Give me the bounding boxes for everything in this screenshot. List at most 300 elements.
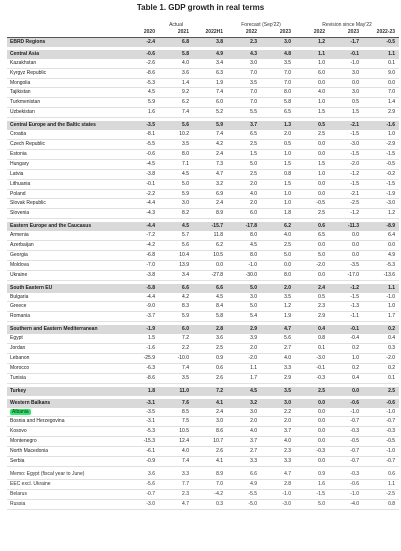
value-cell: -0.7 bbox=[363, 457, 399, 467]
column-header-row bbox=[7, 28, 399, 37]
value-cell: 4.7 bbox=[159, 499, 193, 509]
row-label bbox=[7, 88, 125, 98]
value-cell: -1.2 bbox=[329, 284, 363, 293]
group-header-row bbox=[7, 15, 399, 28]
value-cell: -1.2 bbox=[329, 209, 363, 219]
value-cell: -1.3 bbox=[329, 302, 363, 312]
value-cell: -8.9 bbox=[363, 222, 399, 231]
row-label bbox=[7, 241, 125, 251]
value-cell: -4.4 bbox=[125, 199, 159, 209]
row-label bbox=[7, 470, 125, 479]
label-text: Memo: Egypt (fiscal year to June) bbox=[10, 470, 85, 477]
value-cell: 6.2 bbox=[159, 98, 193, 108]
label-text: Jordan bbox=[10, 345, 26, 352]
row-label bbox=[7, 427, 125, 437]
region-row bbox=[7, 37, 399, 46]
header-blank bbox=[7, 28, 125, 37]
value-cell: 1.1 bbox=[363, 284, 399, 293]
value-cell: 0.0 bbox=[363, 241, 399, 251]
value-cell: -7.0 bbox=[125, 260, 159, 270]
value-cell: -5.3 bbox=[363, 260, 399, 270]
value-cell: 3.8 bbox=[193, 37, 227, 46]
value-cell: 7.0 bbox=[261, 78, 295, 88]
value-cell: 2.6 bbox=[193, 447, 227, 457]
value-cell: 4.5 bbox=[125, 88, 159, 98]
row-label bbox=[7, 344, 125, 354]
value-cell: 3.5 bbox=[261, 387, 295, 396]
value-cell: -8.1 bbox=[125, 130, 159, 139]
value-cell: 0.0 bbox=[329, 387, 363, 396]
value-cell: 6.5 bbox=[227, 130, 261, 139]
row-label bbox=[7, 139, 125, 149]
value-cell: 0.0 bbox=[329, 231, 363, 240]
label-text: Czech Republic bbox=[10, 140, 46, 147]
value-cell: -2.5 bbox=[363, 489, 399, 499]
value-cell: 1.0 bbox=[261, 189, 295, 199]
country-row bbox=[7, 363, 399, 373]
value-cell: 0.6 bbox=[295, 222, 329, 231]
value-cell: 3.6 bbox=[125, 470, 159, 479]
value-cell: -0.6 bbox=[125, 50, 159, 59]
header-spacer bbox=[7, 15, 125, 28]
value-cell: -1.9 bbox=[363, 189, 399, 199]
value-cell: 7.4 bbox=[159, 363, 193, 373]
value-cell: 8.0 bbox=[159, 149, 193, 159]
value-cell: 9.0 bbox=[363, 68, 399, 78]
row-label bbox=[7, 334, 125, 343]
country-row bbox=[7, 159, 399, 169]
value-cell: -2.9 bbox=[363, 139, 399, 149]
value-cell: -8.6 bbox=[125, 373, 159, 383]
row-label bbox=[7, 447, 125, 457]
value-cell: 3.0 bbox=[227, 408, 261, 417]
value-cell: 0.0 bbox=[295, 241, 329, 251]
value-cell: 3.0 bbox=[227, 293, 261, 302]
value-cell: 2.4 bbox=[193, 149, 227, 159]
value-cell: -1.7 bbox=[329, 37, 363, 46]
value-cell: -30.0 bbox=[227, 270, 261, 280]
value-cell: 0.0 bbox=[295, 270, 329, 280]
value-cell: 0.6 bbox=[193, 363, 227, 373]
row-label bbox=[7, 373, 125, 383]
row-label bbox=[7, 250, 125, 260]
value-cell: 0.0 bbox=[363, 78, 399, 88]
value-cell: 0.2 bbox=[363, 363, 399, 373]
value-cell: 5.0 bbox=[295, 499, 329, 509]
label-text: Russia bbox=[10, 500, 26, 507]
row-label bbox=[7, 159, 125, 169]
value-cell: 0.0 bbox=[193, 260, 227, 270]
value-cell: 4.0 bbox=[295, 88, 329, 98]
value-cell: 3.7 bbox=[227, 437, 261, 447]
value-cell: 2.5 bbox=[295, 387, 329, 396]
value-cell: 0.0 bbox=[295, 189, 329, 199]
value-cell: 7.6 bbox=[159, 399, 193, 408]
value-cell: 6.9 bbox=[193, 189, 227, 199]
value-cell: 7.4 bbox=[193, 88, 227, 98]
label-text: Serbia bbox=[10, 458, 25, 465]
country-row bbox=[7, 408, 399, 417]
row-label bbox=[7, 499, 125, 509]
value-cell: 2.7 bbox=[261, 344, 295, 354]
value-cell: 6.6 bbox=[159, 284, 193, 293]
value-cell: 3.3 bbox=[261, 363, 295, 373]
row-label bbox=[7, 437, 125, 447]
value-cell: -27.8 bbox=[193, 270, 227, 280]
value-cell: 4.3 bbox=[227, 50, 261, 59]
value-cell: -0.5 bbox=[329, 437, 363, 447]
value-cell: -3.8 bbox=[125, 169, 159, 179]
value-cell: 0.2 bbox=[329, 344, 363, 354]
value-cell: 4.9 bbox=[363, 250, 399, 260]
value-cell: 0.3 bbox=[363, 344, 399, 354]
header-revision: Revision since May'22 bbox=[322, 22, 372, 28]
country-row bbox=[7, 88, 399, 98]
value-cell: 4.2 bbox=[159, 293, 193, 302]
value-cell: 2.5 bbox=[363, 387, 399, 396]
value-cell: 7.7 bbox=[159, 479, 193, 489]
value-cell: 5.6 bbox=[159, 241, 193, 251]
country-row bbox=[7, 130, 399, 139]
country-row bbox=[7, 179, 399, 189]
value-cell: 5.0 bbox=[159, 179, 193, 189]
value-cell: 0.5 bbox=[295, 293, 329, 302]
col-header: 2022-23 bbox=[363, 28, 399, 37]
value-cell: 0.5 bbox=[295, 121, 329, 130]
row-label bbox=[7, 408, 125, 417]
value-cell: -4.4 bbox=[125, 222, 159, 231]
row-label bbox=[7, 189, 125, 199]
value-cell: 2.0 bbox=[261, 417, 295, 427]
value-cell: 1.4 bbox=[363, 98, 399, 108]
value-cell: 6.0 bbox=[193, 98, 227, 108]
row-label bbox=[7, 199, 125, 209]
value-cell: -2.5 bbox=[329, 199, 363, 209]
value-cell: -3.1 bbox=[125, 399, 159, 408]
value-cell: 7.0 bbox=[227, 68, 261, 78]
label-text: Montenegro bbox=[10, 438, 37, 445]
value-cell: 8.0 bbox=[227, 231, 261, 240]
value-cell: 0.0 bbox=[295, 399, 329, 408]
value-cell: 2.0 bbox=[261, 130, 295, 139]
value-cell: 2.4 bbox=[193, 408, 227, 417]
value-cell: 6.4 bbox=[363, 231, 399, 240]
value-cell: 5.4 bbox=[227, 312, 261, 322]
value-cell: 8.4 bbox=[193, 302, 227, 312]
value-cell: 1.6 bbox=[295, 479, 329, 489]
label-text: Tunisia bbox=[10, 374, 26, 381]
value-cell: 5.0 bbox=[261, 250, 295, 260]
label-text: Belarus bbox=[10, 490, 27, 497]
value-cell: 4.0 bbox=[227, 427, 261, 437]
value-cell: -1.5 bbox=[295, 489, 329, 499]
value-cell: 0.0 bbox=[295, 427, 329, 437]
memo-row bbox=[7, 499, 399, 509]
country-row bbox=[7, 108, 399, 118]
value-cell: 0.5 bbox=[329, 98, 363, 108]
value-cell: 3.5 bbox=[159, 373, 193, 383]
value-cell: 3.6 bbox=[159, 68, 193, 78]
value-cell: -6.1 bbox=[125, 447, 159, 457]
value-cell: -2.0 bbox=[329, 159, 363, 169]
value-cell: 5.8 bbox=[159, 50, 193, 59]
value-cell: 5.0 bbox=[227, 284, 261, 293]
country-row bbox=[7, 293, 399, 302]
col-header: 2023 bbox=[261, 28, 295, 37]
country-row bbox=[7, 312, 399, 322]
label-text: Latvia bbox=[10, 170, 24, 177]
value-cell: -3.0 bbox=[295, 354, 329, 364]
value-cell: 0.0 bbox=[295, 417, 329, 427]
value-cell: 6.0 bbox=[159, 325, 193, 334]
country-row bbox=[7, 270, 399, 280]
value-cell: -0.3 bbox=[363, 427, 399, 437]
value-cell: 3.9 bbox=[227, 334, 261, 343]
value-cell: 1.9 bbox=[193, 78, 227, 88]
value-cell: -4.0 bbox=[329, 499, 363, 509]
label-text: Greece bbox=[10, 303, 27, 310]
value-cell: 7.3 bbox=[193, 159, 227, 169]
value-cell: -1.2 bbox=[329, 169, 363, 179]
value-cell: 3.0 bbox=[159, 199, 193, 209]
row-label bbox=[7, 457, 125, 467]
memo-row bbox=[7, 489, 399, 499]
value-cell: 0.4 bbox=[363, 334, 399, 343]
value-cell: 0.0 bbox=[329, 78, 363, 88]
value-cell: 7.0 bbox=[227, 98, 261, 108]
region-row bbox=[7, 121, 399, 130]
value-cell: -6.8 bbox=[125, 250, 159, 260]
value-cell: -1.0 bbox=[329, 489, 363, 499]
value-cell: -5.8 bbox=[125, 284, 159, 293]
label-text: Bulgaria bbox=[10, 293, 29, 300]
value-cell: 8.5 bbox=[159, 408, 193, 417]
value-cell: 1.3 bbox=[261, 121, 295, 130]
label-text: Egypt bbox=[10, 335, 23, 342]
value-cell: -1.0 bbox=[363, 293, 399, 302]
value-cell: 4.1 bbox=[193, 399, 227, 408]
value-cell: 10.7 bbox=[193, 437, 227, 447]
country-row bbox=[7, 334, 399, 343]
value-cell: 3.0 bbox=[329, 88, 363, 98]
value-cell: 0.8 bbox=[363, 499, 399, 509]
country-row bbox=[7, 241, 399, 251]
value-cell: -0.5 bbox=[363, 159, 399, 169]
value-cell: 4.5 bbox=[193, 293, 227, 302]
value-cell: 12.4 bbox=[159, 437, 193, 447]
value-cell: -5.0 bbox=[227, 499, 261, 509]
value-cell: 1.0 bbox=[295, 59, 329, 68]
value-cell: 4.0 bbox=[261, 437, 295, 447]
value-cell: 10.5 bbox=[159, 427, 193, 437]
label-text: Bosnia and Herzegovina bbox=[10, 418, 65, 425]
value-cell: -0.6 bbox=[329, 479, 363, 489]
region-row bbox=[7, 284, 399, 293]
value-cell: 4.0 bbox=[227, 189, 261, 199]
value-cell: 0.0 bbox=[329, 250, 363, 260]
value-cell: -0.7 bbox=[329, 447, 363, 457]
label-text: Mongolia bbox=[10, 79, 31, 86]
value-cell: 0.0 bbox=[295, 149, 329, 159]
value-cell: 8.0 bbox=[227, 250, 261, 260]
value-cell: -0.1 bbox=[125, 179, 159, 189]
value-cell: 3.0 bbox=[261, 399, 295, 408]
value-cell: 4.0 bbox=[261, 354, 295, 364]
row-label bbox=[7, 59, 125, 68]
value-cell: 1.5 bbox=[227, 149, 261, 159]
value-cell: 2.5 bbox=[227, 139, 261, 149]
value-cell: 2.0 bbox=[227, 179, 261, 189]
value-cell: 2.0 bbox=[227, 417, 261, 427]
row-label bbox=[7, 222, 125, 231]
value-cell: 5.8 bbox=[261, 98, 295, 108]
value-cell: -0.6 bbox=[363, 399, 399, 408]
label-text: Uzbekistan bbox=[10, 109, 35, 116]
value-cell: 2.4 bbox=[295, 284, 329, 293]
value-cell: -1.5 bbox=[363, 179, 399, 189]
value-cell: -0.3 bbox=[295, 447, 329, 457]
value-cell: 3.3 bbox=[227, 457, 261, 467]
label-text: Croatia bbox=[10, 131, 27, 138]
highlighted-label: Albania bbox=[12, 408, 29, 415]
value-cell: -1.5 bbox=[363, 149, 399, 159]
value-cell: -0.5 bbox=[363, 437, 399, 447]
value-cell: -1.0 bbox=[363, 408, 399, 417]
row-label bbox=[7, 149, 125, 159]
value-cell: -13.6 bbox=[363, 270, 399, 280]
value-cell: -0.6 bbox=[329, 399, 363, 408]
value-cell: -7.2 bbox=[125, 231, 159, 240]
country-row bbox=[7, 78, 399, 88]
value-cell: 4.7 bbox=[261, 470, 295, 479]
row-label bbox=[7, 260, 125, 270]
value-cell: -9.0 bbox=[125, 302, 159, 312]
value-cell: 1.2 bbox=[295, 37, 329, 46]
value-cell: 5.9 bbox=[193, 121, 227, 130]
header-forecast: Forecast (Sep'22) bbox=[241, 22, 281, 28]
value-cell: 0.9 bbox=[295, 470, 329, 479]
value-cell: 0.0 bbox=[329, 241, 363, 251]
value-cell: -0.2 bbox=[363, 169, 399, 179]
value-cell: 0.1 bbox=[363, 373, 399, 383]
country-row bbox=[7, 344, 399, 354]
value-cell: 0.2 bbox=[329, 363, 363, 373]
value-cell: -17.0 bbox=[329, 270, 363, 280]
value-cell: 1.5 bbox=[295, 108, 329, 118]
country-row bbox=[7, 417, 399, 427]
value-cell: -0.3 bbox=[329, 427, 363, 437]
value-cell: -17.8 bbox=[227, 222, 261, 231]
region-row bbox=[7, 399, 399, 408]
country-row bbox=[7, 189, 399, 199]
row-label bbox=[7, 130, 125, 139]
row-label bbox=[7, 302, 125, 312]
value-cell: 3.2 bbox=[227, 399, 261, 408]
value-cell: -2.6 bbox=[125, 59, 159, 68]
value-cell: -5.6 bbox=[125, 479, 159, 489]
value-cell: 3.4 bbox=[159, 270, 193, 280]
value-cell: 0.3 bbox=[193, 499, 227, 509]
value-cell: 4.2 bbox=[193, 139, 227, 149]
country-row bbox=[7, 169, 399, 179]
value-cell: 4.0 bbox=[159, 59, 193, 68]
value-cell: -0.1 bbox=[329, 325, 363, 334]
value-cell: 1.8 bbox=[261, 209, 295, 219]
value-cell: 2.5 bbox=[227, 169, 261, 179]
value-cell: -1.5 bbox=[329, 130, 363, 139]
value-cell: -5.3 bbox=[125, 78, 159, 88]
value-cell: 5.7 bbox=[159, 231, 193, 240]
col-header: 2023 bbox=[329, 28, 363, 37]
value-cell: -3.7 bbox=[125, 312, 159, 322]
value-cell: 5.5 bbox=[227, 108, 261, 118]
value-cell: 0.1 bbox=[295, 344, 329, 354]
memo-row bbox=[7, 470, 399, 479]
value-cell: 1.6 bbox=[125, 108, 159, 118]
country-row bbox=[7, 98, 399, 108]
value-cell: -1.5 bbox=[329, 149, 363, 159]
value-cell: 0.8 bbox=[261, 169, 295, 179]
label-text: Hungary bbox=[10, 160, 29, 167]
row-label bbox=[7, 270, 125, 280]
label-text: Kosovo bbox=[10, 428, 27, 435]
value-cell: 5.8 bbox=[193, 312, 227, 322]
value-cell: 3.4 bbox=[193, 59, 227, 68]
value-cell: 5.0 bbox=[227, 302, 261, 312]
label-text: South Eastern EU bbox=[10, 284, 53, 291]
value-cell: 5.0 bbox=[295, 250, 329, 260]
col-header: 2022 bbox=[295, 28, 329, 37]
label-text: Kazakhstan bbox=[10, 59, 37, 66]
gdp-table bbox=[7, 15, 399, 510]
value-cell: 1.0 bbox=[329, 354, 363, 364]
value-cell: -3.5 bbox=[125, 408, 159, 417]
value-cell: -15.3 bbox=[125, 437, 159, 447]
value-cell: -4.5 bbox=[125, 159, 159, 169]
value-cell: -2.4 bbox=[125, 37, 159, 46]
country-row bbox=[7, 139, 399, 149]
value-cell: 1.1 bbox=[363, 479, 399, 489]
value-cell: -2.0 bbox=[227, 354, 261, 364]
value-cell: -2.1 bbox=[329, 121, 363, 130]
value-cell: 3.7 bbox=[261, 427, 295, 437]
value-cell: 6.2 bbox=[193, 241, 227, 251]
value-cell: 2.0 bbox=[261, 284, 295, 293]
value-cell: -0.1 bbox=[329, 50, 363, 59]
row-label bbox=[7, 354, 125, 364]
value-cell: 7.0 bbox=[261, 68, 295, 78]
label-text: Moldova bbox=[10, 261, 29, 268]
label-text: Western Balkans bbox=[10, 399, 51, 406]
country-row bbox=[7, 457, 399, 467]
value-cell: 0.0 bbox=[295, 437, 329, 447]
value-cell: -0.7 bbox=[363, 417, 399, 427]
value-cell: -0.7 bbox=[125, 489, 159, 499]
value-cell: -25.9 bbox=[125, 354, 159, 364]
value-cell: 7.2 bbox=[193, 387, 227, 396]
value-cell: 0.0 bbox=[295, 78, 329, 88]
value-cell: -4.2 bbox=[125, 241, 159, 251]
value-cell: 10.2 bbox=[159, 130, 193, 139]
value-cell: 1.0 bbox=[363, 302, 399, 312]
row-label bbox=[7, 78, 125, 88]
value-cell: 3.0 bbox=[261, 37, 295, 46]
value-cell: 3.3 bbox=[261, 457, 295, 467]
country-row bbox=[7, 250, 399, 260]
value-cell: 4.9 bbox=[227, 479, 261, 489]
value-cell: -1.9 bbox=[125, 325, 159, 334]
label-text: Lebanon bbox=[10, 355, 30, 361]
